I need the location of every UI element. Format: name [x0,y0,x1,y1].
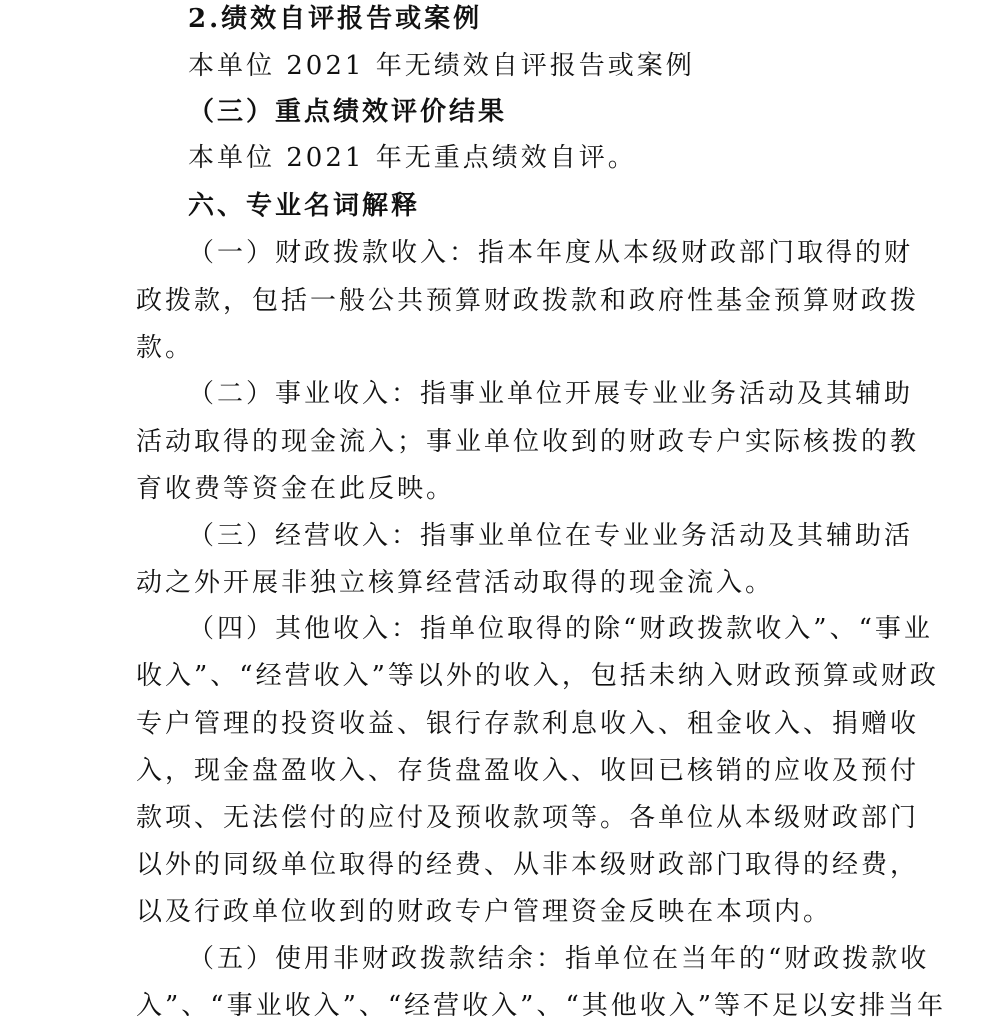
paragraph-line: 育收费等资金在此反映。 [136,474,456,504]
paragraph-line: 专户管理的投资收益、银行存款利息收入、租金收入、捐赠收 [136,709,920,739]
paragraph-line: 收入”、“经营收入”等以外的收入，包括未纳入财政预算或财政 [136,661,939,691]
section-heading-self-evaluation: 2.绩效自评报告或案例 [188,4,483,34]
paragraph-line: （四）其他收入：指单位取得的除“财政拨款收入”、“事业 [188,614,933,644]
paragraph-line: 动之外开展非独立核算经营活动取得的现金流入。 [136,568,775,598]
paragraph-line: 以及行政单位收到的财政专户管理资金反映在本项内。 [136,897,833,927]
paragraph-line: （一）财政拨款收入：指本年度从本级财政部门取得的财 [188,238,914,268]
section-heading-key-results: （三）重点绩效评价结果 [188,97,508,127]
paragraph-line: （二）事业收入：指事业单位开展专业业务活动及其辅助 [188,379,914,409]
paragraph-line: 入”、“事业收入”、“经营收入”、“其他收入”等不足以安排当年 [136,991,947,1021]
paragraph-line: 本单位 2021 年无绩效自评报告或案例 [188,51,695,81]
section-heading-terms: 六、专业名词解释 [188,191,421,221]
paragraph-line: （五）使用非财政拨款结余：指单位在当年的“财政拨款收 [188,944,930,974]
paragraph-line: 政拨款，包括一般公共预算财政拨款和政府性基金预算财政拨 [136,286,920,316]
paragraph-line: 活动取得的现金流入；事业单位收到的财政专户实际核拨的教 [136,427,920,457]
paragraph-line: 款项、无法偿付的应付及预收款项等。各单位从本级财政部门 [136,803,920,833]
paragraph-line: 以外的同级单位取得的经费、从非本级财政部门取得的经费， [136,850,920,880]
paragraph-line: 本单位 2021 年无重点绩效自评。 [188,143,637,173]
paragraph-line: 款。 [136,333,195,363]
paragraph-line: （三）经营收入：指事业单位在专业业务活动及其辅助活 [188,521,914,551]
paragraph-line: 入，现金盘盈收入、存货盘盈收入、收回已核销的应收及预付 [136,756,920,786]
